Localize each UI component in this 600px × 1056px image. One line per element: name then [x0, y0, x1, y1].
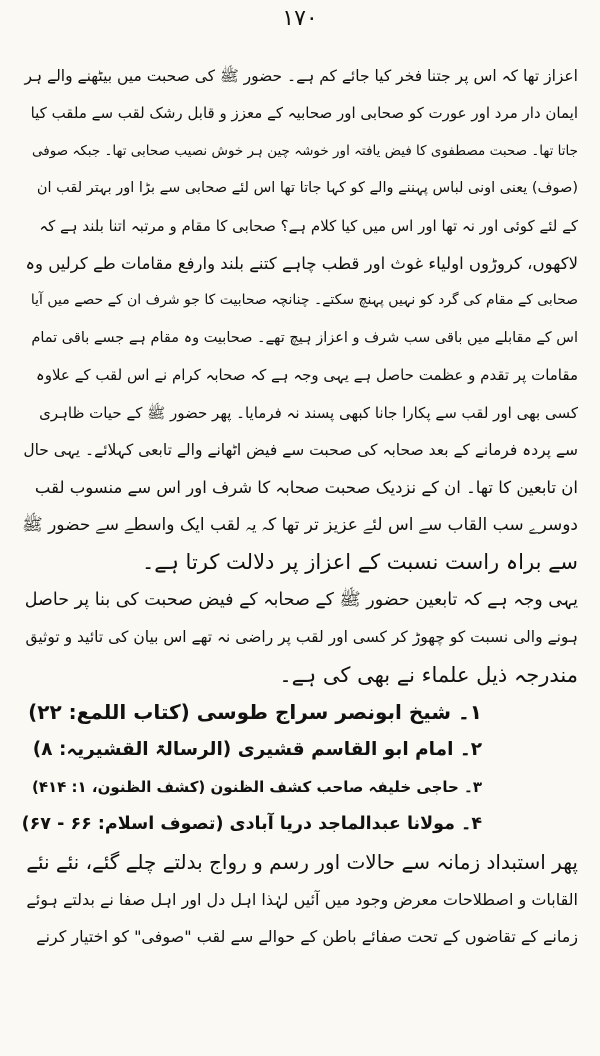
text-line: مقامات پر تقدم و عظمت حاصل ہے یہی وجہ ہے کہ صحابہ کرام نے اس لقب کے علاوہ [35, 366, 578, 385]
paragraph-1 [22, 58, 578, 582]
text-line: زمانے کے تقاضوں کے تحت صفائے باطن کے حوالے سے لقب "صوفی" کو اختیار کرنے [36, 927, 578, 947]
paragraph-2 [22, 582, 578, 694]
text-line: (صوف) یعنی اونی لباس پہننے والے کو کہا جاتا تھا اس لئے صحابی سے بڑا اور بہتر لقب ان [36, 180, 578, 197]
paragraph-3 [22, 844, 578, 956]
text-line: کسی بھی اور لقب سے پکارا جانا کبھی پسند نہ فرمایا۔ پھر حضور ﷺ کے حیات ظاہری [39, 403, 578, 422]
reference-item: ۲۔ امام ابو القاسم قشیری (الرسالۃ القشیریہ: ۸) [32, 739, 482, 761]
text-line: ایمان دار مرد اور عورت کو صحابی اور صحابیہ کے معزز و قابل رشک لقب سے ملقب کیا [30, 104, 578, 123]
text-line: یہی وجہ ہے کہ تابعین حضور ﷺ کے صحابہ کے فیض صحبت کی بنا پر حاصل [24, 589, 578, 610]
text-line: مندرجہ ذیل علماء نے بھی کی ہے۔ [279, 662, 578, 687]
text-line: پھر استبداد زمانہ سے حالات اور رسم و رواج بدلتے چلے گئے، نئے نئے [26, 849, 578, 874]
text-line: لاکھوں، کروڑوں اولیاء غوث اور قطب چاہے کتنے بلند وارفع مقامات طے کرلیں وہ [25, 254, 578, 274]
text-line: اعزاز تھا کہ اس پر جتنا فخر کیا جائے کم ہے۔ حضور ﷺ کی صحبت میں بیٹھنے والے ہر [24, 67, 578, 85]
text-line: ان تابعین کا تھا۔ ان کے نزدیک صحبت صحابہ کا شرف اور اس سے منسوب لقب [34, 478, 578, 498]
reference-item: ۱۔ شیخ ابونصر سراج طوسی (کتاب اللمع: ۲۲) [28, 699, 482, 724]
body-text [22, 58, 578, 956]
reference-item: ۳۔ حاجی خلیفہ صاحب کشف الظنون (کشف الظنون، ۱: ۴۱۴) [31, 777, 482, 796]
reference-list [22, 694, 578, 844]
text-line: جاتا تھا۔ صحبت مصطفوی کا فیض یافتہ اور خوشہ چین ہر خوش نصیب صحابی تھا۔ جبکہ صوفی [31, 142, 578, 159]
text-line: سے پردہ فرمانے کے بعد صحابہ کی صحبت سے فیض اٹھانے والے تابعی کہلائے۔ یہی حال [23, 441, 578, 460]
text-line: دوسرے سب القاب سے اس لئے عزیز تر تھا کہ یہ لقب ایک واسطے سے حضور ﷺ [22, 514, 578, 535]
text-line: ہونے والی نسبت کو چھوڑ کر کسی اور لقب پر راضی نہ تھے اس بیان کی تائید و توثیق [25, 628, 578, 647]
text-line: صحابی کے مقام کی گرد کو نہیں پہنچ سکتے۔ چنانچہ صحابیت کا جو شرف ان کے حصے میں آیا [30, 292, 578, 309]
text-line: القابات و اصطلاحات معرض وجود میں آئیں لہٰذا اہل دل اور اہل صفا نے بدلتے ہوئے [26, 889, 578, 909]
text-line: سے براہ راست نسبت کے اعزاز پر دلالت کرتا ہے۔ [141, 550, 578, 575]
text-line: اس کے مقابلے میں باقی سب شرف و اعزاز ہیچ تھے۔ صحابیت وہ مقام ہے جسے باقی تمام [31, 329, 578, 346]
text-line: کے لئے کوئی اور نہ تھا اور اس میں کیا کلام ہے؟ صحابی کا مقام و مرتبہ اتنا بلند ہے کہ [39, 216, 578, 235]
reference-item: ۴۔ مولانا عبدالماجد دریا آبادی (تصوف اسلام: ۶۶ - ۶۷) [21, 814, 482, 835]
page-number: ۱۷۰ [282, 6, 318, 31]
